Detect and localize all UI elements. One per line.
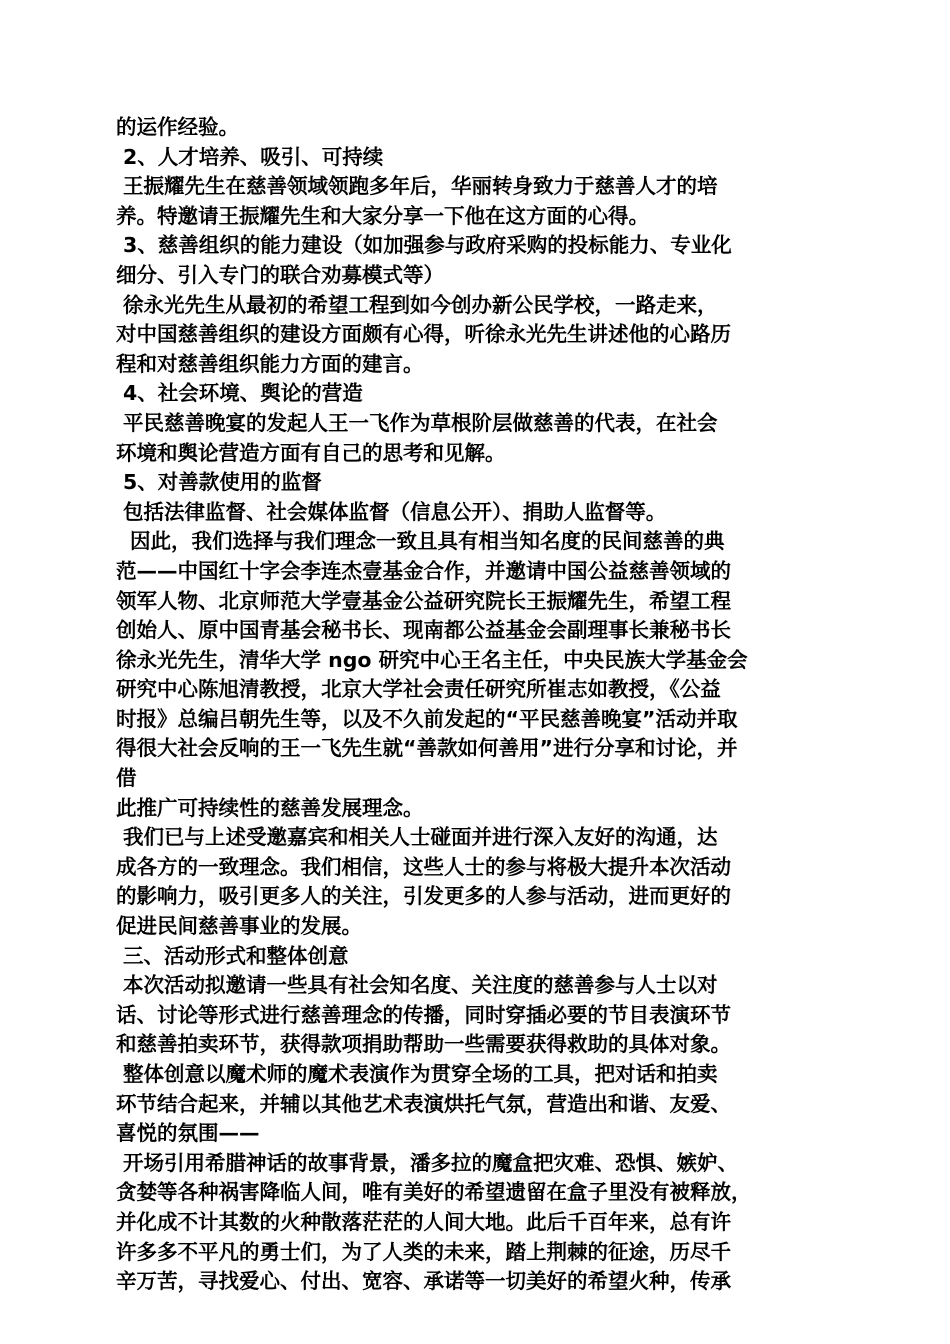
text-line: 环境和舆论营造方面有自己的思考和见解。 bbox=[116, 440, 506, 465]
text-line: 辛万苦，寻找爱心、付出、宽容、承诺等一切美好的希望火种，传承 bbox=[116, 1269, 731, 1294]
text-line: 徐永光先生从最初的希望工程到如今创办新公民学校，一路走来， bbox=[123, 292, 718, 317]
text-line: 成各方的一致理念。我们相信，这些人士的参与将极大提升本次活动 bbox=[116, 854, 731, 879]
section-heading: 4、社会环境、舆论的营造 bbox=[123, 381, 363, 406]
text-line: 促进民间慈善事业的发展。 bbox=[116, 914, 362, 939]
text-line: 的影响力，吸引更多人的关注，引发更多的人参与活动，进而更好的 bbox=[116, 884, 731, 909]
text-line: 徐永光先生，清华大学 ngo 研究中心王名主任，中央民族大学基金会 bbox=[116, 647, 748, 672]
text-line: 许多多不平凡的勇士们，为了人类的未来，踏上荆棘的征途，历尽千 bbox=[116, 1239, 731, 1264]
text-line: 包括法律监督、社会媒体监督（信息公开）、捐助人监督等。 bbox=[123, 499, 667, 524]
text-line: 借 bbox=[116, 766, 137, 791]
text-line: 研究中心陈旭清教授，北京大学社会责任研究所崔志如教授，《公益 bbox=[116, 677, 721, 702]
text-line: 领军人物、北京师范大学壹基金公益研究院长王振耀先生，希望工程 bbox=[116, 588, 731, 613]
text-line: 范——中国红十字会李连杰壹基金合作，并邀请中国公益慈善领域的 bbox=[116, 558, 731, 583]
text-line: 养。特邀请王振耀先生和大家分享一下他在这方面的心得。 bbox=[116, 203, 649, 228]
text-line: 环节结合起来，并辅以其他艺术表演烘托气氛，营造出和谐、友爱、 bbox=[116, 1091, 731, 1116]
text-line: 创始人、原中国青基会秘书长、现南都公益基金会副理事长兼秘书长 bbox=[116, 618, 731, 643]
text-line: 对中国慈善组织的建设方面颇有心得，听徐永光先生讲述他的心路历 bbox=[116, 322, 731, 347]
text-line: 我们已与上述受邀嘉宾和相关人士碰面并进行深入友好的沟通，达 bbox=[123, 825, 718, 850]
section-heading: 5、对善款使用的监督 bbox=[123, 470, 322, 495]
document-body bbox=[116, 113, 838, 1297]
section-heading: 2、人才培养、吸引、可持续 bbox=[123, 144, 384, 169]
text-line: 王振耀先生在慈善领域领跑多年后，华丽转身致力于慈善人才的培 bbox=[123, 174, 718, 199]
section-heading: 3、慈善组织的能力建设（如加强参与政府采购的投标能力、专业化 bbox=[123, 233, 732, 258]
text-line: 得很大社会反响的王一飞先生就“善款如何善用”进行分享和讨论，并 bbox=[116, 736, 738, 761]
text-line: 并化成不计其数的火种散落茫茫的人间大地。此后千百年来，总有许 bbox=[116, 1209, 731, 1234]
text-line: 话、讨论等形式进行慈善理念的传播，同时穿插必要的节目表演环节 bbox=[116, 1002, 731, 1027]
text-line: 整体创意以魔术师的魔术表演作为贯穿全场的工具，把对话和拍卖 bbox=[123, 1062, 718, 1086]
text-line: 开场引用希腊神话的故事背景，潘多拉的魔盒把灾难、恐惧、嫉妒、 bbox=[123, 1150, 738, 1175]
text-line: 贪婪等各种祸害降临人间，唯有美好的希望遗留在盒子里没有被释放， bbox=[116, 1180, 752, 1205]
text-line: 的运作经验。 bbox=[116, 115, 239, 139]
text-line: 程和对慈善组织能力方面的建言。 bbox=[116, 351, 424, 376]
text-line: 因此，我们选择与我们理念一致且具有相当知名度的民间慈善的典 bbox=[130, 529, 725, 554]
text-line: 本次活动拟邀请一些具有社会知名度、关注度的慈善参与人士以对 bbox=[123, 973, 718, 998]
text-line: 细分、引入专门的联合劝募模式等） bbox=[116, 262, 444, 287]
text-line: 平民慈善晚宴的发起人王一飞作为草根阶层做慈善的代表，在社会 bbox=[123, 410, 718, 435]
text-line: 此推广可持续性的慈善发展理念。 bbox=[116, 795, 424, 820]
text-line: 和慈善拍卖环节，获得款项捐助帮助一些需要获得救助的具体对象。 bbox=[116, 1032, 731, 1057]
text-line: 喜悦的氛围—— bbox=[116, 1121, 260, 1146]
text-line: 时报》总编吕朝先生等，以及不久前发起的“平民慈善晚宴”活动并取 bbox=[116, 706, 738, 731]
section-heading: 三、活动形式和整体创意 bbox=[123, 943, 349, 968]
